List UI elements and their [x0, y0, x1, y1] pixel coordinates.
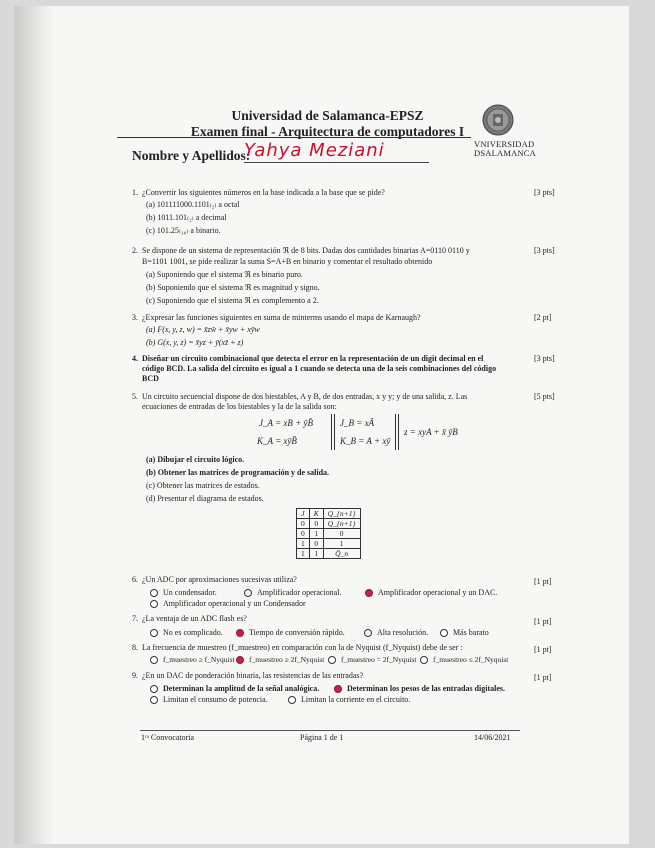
q1-item-a: (a) 101111000.1101₍₂₎ a octal [146, 200, 240, 209]
equation-z: z = xyA + x̄ ȳB [404, 427, 458, 437]
q8-option-4[interactable]: f_muestreo ≤ 2f_Nyquist [420, 655, 508, 664]
q1-item-b: (b) 1011.101₍₂₎ a decimal [146, 213, 227, 222]
table-cell: 0 [309, 519, 323, 529]
q6-option-4[interactable]: Amplificador operacional y un Condensador [150, 599, 306, 608]
q8-option-2[interactable]: f_muestreo ≥ 2f_Nyquist [236, 655, 324, 664]
q7-option-1[interactable]: No es complicado. [150, 628, 223, 637]
table-row [297, 529, 361, 539]
question-4-line2: código BCD. La salida del circuito es igual a 1 cuando se detecta una de la seis combinaciones del código [142, 364, 497, 373]
q9-option-2[interactable]: Determinan los pesos de las entradas digitales. [334, 684, 505, 693]
equation-jb: J_B = xĀ [340, 418, 375, 428]
footer-session: 1ʳᵃ Convocatoria [141, 733, 195, 742]
jk-truth-table [296, 508, 361, 559]
q6-option-1[interactable]: Un condensador. [150, 588, 217, 597]
radio-icon[interactable] [150, 629, 158, 637]
q2-item-b: (b) Suponiendo que el sistema ℜ es magnitud y signo. [146, 283, 320, 292]
table-cell: 0 [323, 529, 360, 539]
radio-selected-icon[interactable] [236, 629, 244, 637]
q8-option-3[interactable]: f_muestreo = 2f_Nyquist [328, 655, 416, 664]
question-4-points: [3 pts] [534, 354, 555, 363]
question-9-points: [1 pt] [534, 673, 552, 682]
question-6-points: [1 pt] [534, 577, 552, 586]
question-5-line2: ecuaciones de entradas de los biestables y la de la salida son: [142, 402, 337, 411]
q5-item-c: (c) Obtener las matrices de estados. [146, 481, 260, 490]
equation-kb: K_B = A + xȳ [340, 436, 391, 446]
table-row [297, 549, 361, 559]
radio-icon[interactable] [364, 629, 372, 637]
equation-ka: K_A = xȳB̄ [257, 436, 297, 446]
table-cell: 0 [297, 519, 310, 529]
q7-option-2[interactable]: Tiempo de conversión rápido. [236, 628, 345, 637]
q5-item-d: (d) Presentar el diagrama de estados. [146, 494, 264, 503]
q9-option-4[interactable]: Limitan la corriente en el circuito. [288, 695, 410, 704]
footer-date: 14/06/2021 [474, 733, 511, 742]
table-cell: Q̄_n [323, 549, 360, 559]
university-name: Universidad de Salamanca-EPSZ [231, 108, 424, 123]
radio-selected-icon[interactable] [365, 589, 373, 597]
radio-icon[interactable] [288, 696, 296, 704]
table-cell: 1 [309, 549, 323, 559]
q3-item-a: (a) F(x, y, z, w) = x̄zw̄ + x̄yw + xȳw [146, 325, 260, 334]
table-header-cell: J [297, 509, 310, 519]
equation-divider-1 [331, 414, 332, 450]
q7-option-3[interactable]: Alta resolución. [364, 628, 428, 637]
radio-icon[interactable] [150, 589, 158, 597]
radio-icon[interactable] [150, 656, 158, 664]
name-underline [244, 162, 429, 163]
table-cell: 1 [297, 539, 310, 549]
q9-option-3[interactable]: Limitan el consumo de potencia. [150, 695, 268, 704]
question-2-line2: B=1101 1001, se pide realizar la suma S=A+B en binario y comentar el resultado obtenido [142, 257, 433, 266]
q5-item-a: (a) Dibujar el circuito lógico. [146, 455, 245, 464]
table-header-cell: Q_{n+1} [323, 509, 360, 519]
header-rule [117, 137, 471, 138]
question-7-points: [1 pt] [534, 617, 552, 626]
radio-icon[interactable] [150, 685, 158, 693]
table-cell: 1 [309, 529, 323, 539]
question-1-points: [3 pts] [534, 188, 555, 197]
table-header-cell: K [309, 509, 323, 519]
exam-title: Examen final - Arquitectura de computadores I [190, 124, 465, 139]
question-4-line3: BCD [142, 374, 159, 383]
table-cell: Q_{n+1} [323, 519, 360, 529]
table-cell: 1 [323, 539, 360, 549]
radio-icon[interactable] [150, 696, 158, 704]
university-logo-text: VNIVERSIDAD DSALAMANCA [474, 139, 536, 158]
q7-option-4[interactable]: Más barato [440, 628, 489, 637]
q5-item-b: (b) Obtener las matrices de programación y de salida. [146, 468, 330, 477]
radio-icon[interactable] [420, 656, 428, 664]
q8-option-1[interactable]: f_muestreo ≥ f_Nyquist [150, 655, 235, 664]
name-label: Nombre y Apellidos: [132, 148, 251, 163]
radio-icon[interactable] [244, 589, 252, 597]
table-cell: 0 [309, 539, 323, 549]
q9-option-1[interactable]: Determinan la amplitud de la señal analógica. [150, 684, 319, 693]
radio-selected-icon[interactable] [334, 685, 342, 693]
student-name: Yahya Meziani [244, 140, 385, 161]
q6-option-2[interactable]: Amplificador operacional. [244, 588, 341, 597]
footer-page-number: Página 1 de 1 [300, 733, 344, 742]
radio-icon[interactable] [440, 629, 448, 637]
equation-ja: J_A = xB + ȳB̄ [259, 418, 313, 428]
table-header-row [297, 509, 361, 519]
table-row [297, 519, 361, 529]
question-5-points: [5 pts] [534, 392, 555, 401]
equation-divider-4 [398, 414, 399, 450]
footer-rule [140, 730, 520, 731]
radio-icon[interactable] [328, 656, 336, 664]
q3-item-b: (b) G(x, y, z) = x̄yz + ȳ(xz̄ + z) [146, 338, 244, 347]
q6-option-3[interactable]: Amplificador operacional y un DAC. [365, 588, 497, 597]
q1-item-c: (c) 101.25₍₁₀₎ a binario. [146, 226, 221, 235]
table-row [297, 539, 361, 549]
q2-item-a: (a) Suponiendo que el sistema ℜ es binario puro. [146, 270, 303, 279]
radio-selected-icon[interactable] [236, 656, 244, 664]
question-3-points: [2 pt] [534, 313, 552, 322]
equation-divider-3 [395, 414, 396, 450]
table-cell: 0 [297, 529, 310, 539]
question-2-points: [3 pts] [534, 246, 555, 255]
question-8-points: [1 pt] [534, 645, 552, 654]
university-seal-icon [482, 104, 514, 136]
radio-icon[interactable] [150, 600, 158, 608]
table-cell: 1 [297, 549, 310, 559]
equation-divider-2 [334, 414, 335, 450]
q2-item-c: (c) Suponiendo que el sistema ℜ es complemento a 2. [146, 296, 319, 305]
